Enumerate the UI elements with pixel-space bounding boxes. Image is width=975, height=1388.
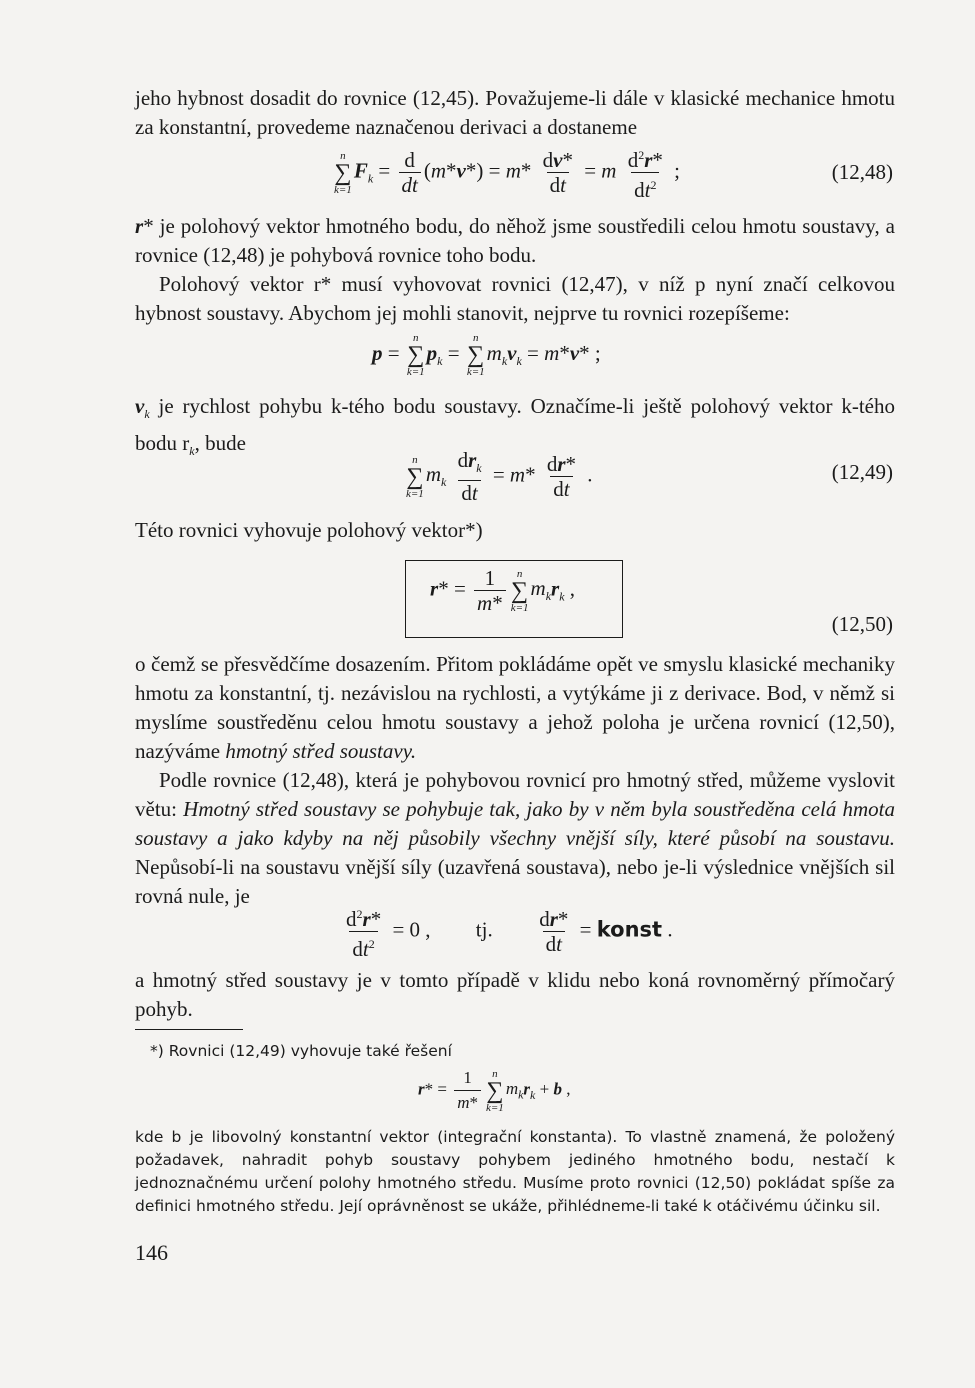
paragraph-vk: $v_k$ je rychlost pohybu k-tého bodu soustavy. Označíme-li ještě polohový vektor k-tého bodu $r_k$, bude [135,394,895,459]
equation-12-50: r* = $\frac{1}{m*}$ n ∑ k=1 $m_kr_k$ , [430,566,576,615]
polohovy-text: Polohový vektor r* musí vyhovovat rovnici (12,47), v níž p nyní značí celkovou hybnost soustavy. Abychom jej mohli stanovit, nejprve tu rovnici rozepíšeme: [135,272,895,325]
podle-end: Nepůsobí-li na soustavu vnější síly (uzavřená soustava), nebo je-li výslednice vnějších sil rovná nule, je [135,855,895,908]
paragraph-r-star: r* je polohový vektor hmotného bodu, do něhož jsme soustředili celou hmotu soustavy, a rovnice (12,48) je pohybová rovnice toho bodu. Polohový vektor r* musí vyhovovat rovnici (12,47), v níž p nyní značí celkovou hybnost soustavy. Abychom jej mohli stanovit, nejprve tu rovnici rozepíšeme: [135,212,895,328]
cemz-italic: hmotný střed soustavy. [225,739,417,763]
paragraph-cemz [135,650,895,911]
r-star-text: je polohový vektor hmotného bodu, do něhož jsme soustředili celou hmotu soustavy, a rovnice (12,48) je pohybová rovnice toho bodu. [135,214,896,267]
equation-konst: $\frac{d^2r*}{dt^2}$ = 0 , tj. $\frac{dr*}{dt}$ = konst . [346,907,673,961]
podle-text: Podle rovnice (12,48), která je pohybovou rovnicí pro hmotný střed, můžeme vyslovit větu: [135,768,895,821]
equation-12-48: n ∑ k=1 $F_k$ = $\frac{d}{dt}$ (m*v*) = m* $\frac{dv*}{dt}$ = m $\frac{d^2r*}{dt^2}$ ; [334,148,680,202]
equation-number: (12,50) [831,612,893,636]
vk-text: je rychlost pohybu k-tého bodu soustavy. Označíme-li ještě polohový vektor k-tého bodu r [135,394,895,456]
klid-text: a hmotný střed soustavy je v tomto případě v klidu nebo koná rovnoměrný přímočarý pohyb. [135,968,895,1021]
paragraph-teto [135,516,895,545]
intro-paragraph [135,84,895,142]
paragraph-klid [135,966,895,1024]
footnote-rule [135,1029,243,1030]
equation-number: (12,48) [831,160,893,184]
footnote-text: kde b je libovolný konstantní vektor (integrační konstanta). To vlastně znamená, že položený požadavek, nahradit pohyb soustavy pohybem jediného hmotného bodu, nestačí k jednoznačnému určení polohy hmotného středu. Musíme proto rovnici (12,50) pokládat spíše za definici hmotného středu. Její oprávněnost se ukáže, přihlédneme-li také k otáčivému účinku sil. [135,1128,895,1215]
footnote-equation: r* = $\frac{1}{m*}$ n ∑ k=1 $m_kr_k + b$ , [418,1067,571,1114]
page-number: 146 [135,1240,168,1265]
intro-text: jeho hybnost dosadit do rovnice (12,45). Považujeme-li dále v klasické mechanice hmotu za konstantní, provedeme naznačenou derivaci a dostaneme [135,86,895,139]
equation-12-49: n ∑ k=1 $m_k$ $\frac{dr_k}{dt}$ = m* $\frac{dr*}{dt}$ . [406,448,593,506]
footnote-lead: *) Rovnici (12,49) vyhovuje také řešení [150,1042,452,1060]
teto-text: Této rovnici vyhovuje polohový vektor*) [135,518,483,542]
sum-symbol: n ∑ k=1 [334,149,352,196]
equation-p: p = n ∑ k=1 $p_k$ = n ∑ k=1 $m_kv_k = m*v*$ ; [372,332,601,378]
cemz-text: o čemž se přesvědčíme dosazením. Přitom pokládáme opět ve smyslu klasické mechaniky hmotu za konstantní, tj. nezávislou na rychlosti, a vytýkáme ji z derivace. Bod, v němž si myslíme soustředěnu celou hmotu soustavy a jehož poloha je určena rovnicí (12,50), nazýváme [135,652,895,763]
equation-number: (12,49) [831,460,893,484]
podle-italic: Hmotný střed soustavy se pohybuje tak, jako by v něm byla soustředěna celá hmota soustavy a jako kdyby na něj působily všechny vnější síly, které působí na soustavu. [135,797,895,850]
